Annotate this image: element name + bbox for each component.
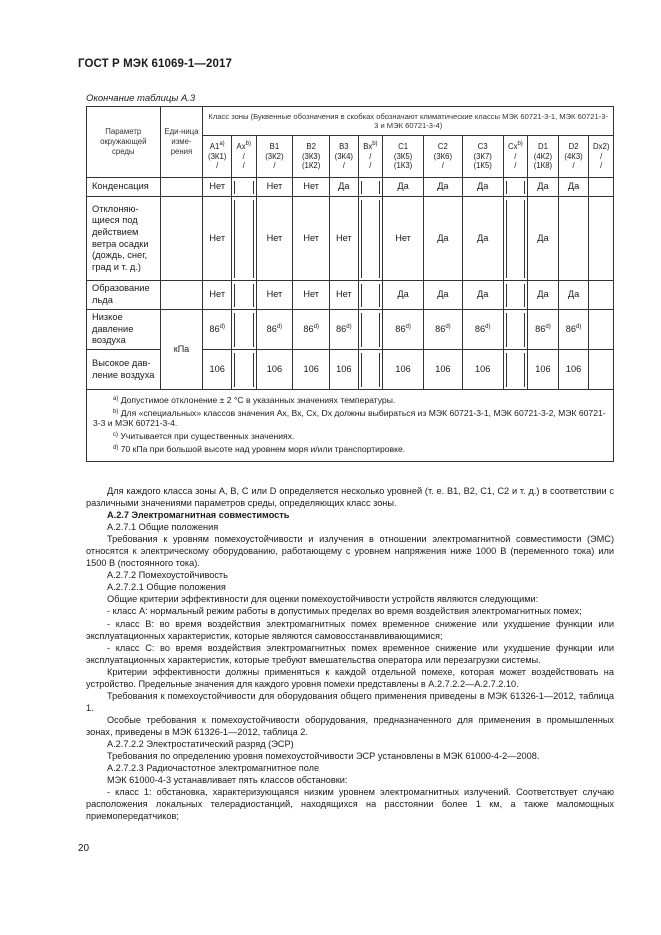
value-cell: [423, 178, 462, 197]
cell-value: Нет: [303, 181, 319, 192]
zone-class-code: Ах: [236, 141, 246, 151]
zone-class-code: С1: [398, 141, 409, 151]
zone-class-header: [383, 136, 424, 178]
cell-value: Да: [397, 181, 409, 192]
unit-header: Еди-ница изме-рения: [160, 107, 203, 178]
unit-cell: [160, 178, 203, 197]
list-item: - класс С: во время воздействия электромагнитных помех временное снижение или ухудшение функции или эксплуатационных характеристик, которые требуют вмешательства оператора или перезагрузки системы.: [86, 642, 614, 665]
zone-climate-class: (3К6): [433, 151, 453, 161]
zone-class-code: А1: [209, 141, 220, 151]
footnote-b: $^{b)}$ Для «специальных» классов значения Ах, Вх, Сх, Dx должны выбираться из МЭК 60721-3-1, МЭК 60721-3-2, МЭК 60721-3-3 и МЭК 60721-3-4.: [93, 407, 606, 429]
cell-value: 106: [336, 363, 352, 374]
paragraph: Требования к помехоустойчивости для оборудования общего применения приведены в МЭК 61326-1—2012, таблица 1.: [86, 690, 614, 713]
value-cell: [462, 197, 503, 281]
cell-footnote-mark: d): [405, 323, 411, 330]
cell-value: Да: [477, 181, 489, 192]
blank-cell-inner: [361, 200, 381, 278]
value-cell: [589, 310, 614, 350]
zone-climate-class: /: [369, 151, 372, 161]
value-cell: [256, 197, 293, 281]
cell-value: Да: [567, 289, 580, 300]
zone-class-code: В2: [306, 141, 316, 151]
zone-climate-class: (3К1): [208, 151, 227, 161]
paragraph: А.2.7.2.1 Общие положения: [107, 582, 226, 593]
value-cell: [423, 197, 462, 281]
value-cell: [558, 178, 589, 197]
cell-value: 86: [336, 323, 347, 334]
paragraph: Общие критерии эффективности для оценки помехоустойчивости устройств являются следующими:: [107, 594, 539, 605]
blank-cell: [503, 310, 528, 350]
zone-climate-class: (3К2): [265, 151, 284, 161]
footnote-d: $^{d)}$ 70 кПа при большой высоте над уровнем моря и/или транспортировке.: [113, 443, 406, 454]
blank-cell-inner: [506, 284, 526, 307]
value-cell: [203, 350, 232, 390]
blank-cell: [232, 281, 257, 310]
blank-cell: [358, 197, 383, 281]
blank-cell: [503, 178, 528, 197]
zone-class-code: Вх: [363, 141, 373, 151]
table-row: [87, 310, 614, 350]
value-cell: [589, 178, 614, 197]
value-cell: [528, 178, 559, 197]
cell-value: 106: [565, 363, 582, 374]
footnotes: [87, 390, 614, 462]
section-heading: А.2.7 Электромагнитная совместимость: [107, 510, 290, 521]
page-number: 20: [78, 843, 90, 854]
blank-cell: [358, 178, 383, 197]
cell-value: 86: [435, 323, 446, 334]
paragraph: Особые требования к помехоустойчивости оборудования, предназначенного для применения в промышленных зонах, приведены в МЭК 61326-1—2012, таблица 2.: [86, 714, 614, 737]
zone-climate-class-2: (1К3): [393, 161, 413, 171]
value-cell: [293, 178, 330, 197]
zone-climate-class: /: [600, 151, 603, 161]
zone-class-header: [528, 136, 559, 178]
cell-value: Нет: [209, 181, 226, 192]
cell-value: Нет: [266, 232, 283, 243]
footnote-c: $^{c)}$ Учитывается при существенных значениях.: [113, 431, 295, 442]
cell-value: Нет: [209, 232, 226, 243]
cell-value: 106: [266, 363, 283, 374]
cell-value: 86: [535, 323, 546, 334]
cell-value: Да: [397, 289, 409, 300]
value-cell: [462, 178, 503, 197]
zone-class-code: С2: [437, 141, 448, 151]
cell-footnote-mark: d): [445, 323, 451, 330]
cell-value: 106: [475, 363, 491, 374]
zone-climate-class: /: [514, 151, 517, 161]
value-cell: [462, 310, 503, 350]
cell-value: Да: [537, 181, 549, 192]
zone-climate-class-2: /: [342, 161, 345, 171]
zone-climate-class-2: /: [600, 161, 603, 171]
cell-value: Нет: [209, 289, 226, 300]
value-cell: [528, 281, 559, 310]
zone-class-code: D2: [568, 141, 579, 151]
row-label: Отклоняю-щиеся под действием ветра осадки (дождь, снег, град и т. д.): [87, 197, 161, 281]
paragraph: А.2.7.2.3 Радиочастотное электромагнитное поле: [107, 763, 320, 774]
value-cell: [383, 178, 424, 197]
row-label: Низкое давление воздуха: [87, 310, 161, 350]
cell-footnote-mark: d): [485, 323, 491, 330]
value-cell: [558, 310, 589, 350]
value-cell: [558, 350, 589, 390]
cell-value: Нет: [303, 232, 319, 243]
cell-value: Нет: [395, 232, 411, 243]
zone-class-header: [203, 136, 232, 178]
zone-climate-class: (3К3): [301, 151, 321, 161]
zone-climate-class: (4К2): [533, 151, 553, 161]
zone-climate-class-2: /: [572, 161, 575, 171]
blank-cell-inner: [361, 353, 381, 387]
unit-cell: [160, 281, 203, 310]
unit-cell: кПа: [160, 310, 203, 390]
cell-value: 86: [266, 323, 277, 334]
zone-class-code: В3: [339, 141, 349, 151]
cell-value: 106: [303, 363, 319, 374]
cell-value: Да: [437, 181, 449, 192]
zone-class-header: [503, 136, 528, 178]
blank-cell: [358, 310, 383, 350]
blank-cell-inner: [361, 284, 381, 307]
value-cell: [462, 281, 503, 310]
value-cell: [423, 310, 462, 350]
zone-class-footnote-mark: a): [219, 140, 225, 147]
value-cell: [330, 197, 359, 281]
document-header: ГОСТ Р МЭК 61069-1—2017: [78, 58, 232, 70]
blank-cell-inner: [361, 181, 381, 194]
blank-cell: [232, 197, 257, 281]
value-cell: [589, 350, 614, 390]
paragraph: Требования по определению уровня помехоустойчивости ЭСР установлены в МЭК 61000-4-2—2008.: [107, 751, 540, 762]
zone-class-code: D1: [537, 141, 548, 151]
zone-class-header: [358, 136, 383, 178]
cell-value: Да: [537, 232, 549, 243]
zone-class-header: [558, 136, 589, 178]
param-header: Параметр окружающей среды: [87, 107, 161, 178]
paragraph: МЭК 61000-4-3 устанавливает пять классов обстановки:: [107, 775, 348, 786]
zone-class-footnote-mark: b): [517, 140, 523, 147]
cell-value: Да: [437, 232, 449, 243]
zone-class-footnote-mark: b): [372, 140, 378, 147]
cell-footnote-mark: d): [276, 323, 283, 330]
zone-climate-class-2: (1К5): [473, 161, 492, 171]
table-row: [87, 178, 614, 197]
blank-cell: [503, 281, 528, 310]
zone-climate-class: /: [242, 151, 245, 161]
blank-cell: [358, 350, 383, 390]
value-cell: [293, 350, 330, 390]
table-row: [87, 197, 614, 281]
cell-value: Нет: [303, 289, 319, 300]
zone-class-code: Сх: [507, 141, 518, 151]
value-cell: [256, 310, 293, 350]
cell-value: Да: [477, 289, 489, 300]
zone-climate-class-2: /: [441, 161, 444, 171]
paragraph: А.2.7.1 Общие положения: [107, 522, 219, 533]
cell-footnote-mark: d): [219, 323, 225, 330]
cell-value: Нет: [266, 181, 283, 192]
table-row: [87, 281, 614, 310]
value-cell: [528, 310, 559, 350]
zone-climate-class-2: (1К8): [533, 161, 553, 171]
zone-class-header: [330, 136, 359, 178]
value-cell: [558, 281, 589, 310]
blank-cell: [503, 350, 528, 390]
blank-cell-inner: [506, 313, 526, 347]
blank-cell: [232, 350, 257, 390]
blank-cell: [358, 281, 383, 310]
value-cell: [383, 197, 424, 281]
value-cell: [203, 310, 232, 350]
blank-cell-inner: [234, 200, 254, 278]
blank-cell-inner: [361, 313, 381, 347]
blank-cell-inner: [506, 200, 526, 278]
zone-climate-class-2: /: [273, 161, 276, 171]
value-cell: [462, 350, 503, 390]
cell-value: 106: [435, 363, 451, 374]
body-text: [86, 485, 614, 822]
blank-cell: [232, 178, 257, 197]
cell-value: Да: [477, 232, 489, 243]
cell-value: Да: [437, 289, 449, 300]
zone-climate-class: (3К7): [473, 151, 492, 161]
cell-value: Нет: [336, 232, 352, 243]
zone-class-header: [423, 136, 462, 178]
value-cell: [256, 178, 293, 197]
value-cell: [330, 310, 359, 350]
climate-table: [86, 106, 614, 462]
value-cell: [423, 350, 462, 390]
cell-value: 86: [565, 323, 576, 334]
value-cell: [589, 197, 614, 281]
value-cell: [383, 281, 424, 310]
value-cell: [383, 310, 424, 350]
blank-cell-inner: [234, 353, 254, 387]
paragraph: А.2.7.2 Помехоустойчивость: [107, 570, 228, 581]
zone-climate-class-2: (1К2): [301, 161, 321, 171]
cell-value: 86: [474, 323, 486, 334]
zone-climate-class-2: /: [216, 161, 219, 171]
cell-value: Да: [537, 289, 549, 300]
value-cell: [423, 281, 462, 310]
paragraph: Критерии эффективности должны применяться к каждой отдельной помехе, которая может воздействовать на устройство. Предельные значения для каждого уровня помехи представлены в А.2.7.2.2—А.2.7.2.10.: [86, 666, 614, 689]
zone-climate-class: (3К5): [393, 151, 413, 161]
value-cell: [330, 350, 359, 390]
cell-value: 86: [303, 323, 314, 334]
blank-cell-inner: [234, 284, 254, 307]
value-cell: [293, 310, 330, 350]
value-cell: [203, 281, 232, 310]
value-cell: [558, 197, 589, 281]
row-label: Конденсация: [87, 178, 161, 197]
blank-cell-inner: [506, 181, 526, 194]
cell-value: Нет: [336, 289, 352, 300]
value-cell: [256, 350, 293, 390]
value-cell: [293, 281, 330, 310]
value-cell: [293, 197, 330, 281]
blank-cell: [232, 310, 257, 350]
table-caption: Окончание таблицы А.3: [86, 93, 196, 104]
zone-climate-class: (3К4): [334, 151, 354, 161]
cell-value: Нет: [266, 289, 283, 300]
value-cell: [589, 281, 614, 310]
zone-climate-class-2: /: [369, 161, 372, 171]
zone-class-header: [256, 136, 293, 178]
list-item: - класс А: нормальный режим работы в допустимых пределах во время воздействия электромагнитных помех;: [107, 606, 582, 617]
zone-class-header: [232, 136, 257, 178]
value-cell: [528, 197, 559, 281]
value-cell: [330, 281, 359, 310]
cell-value: Да: [567, 181, 580, 192]
cell-footnote-mark: d): [576, 323, 582, 330]
blank-cell-inner: [234, 181, 254, 194]
zone-class-header: [293, 136, 330, 178]
zone-climate-class-2: /: [242, 161, 245, 171]
value-cell: [528, 350, 559, 390]
zone-climate-class: (4К3): [564, 151, 583, 161]
cell-footnote-mark: d): [313, 323, 319, 330]
zone-class-code: С3: [477, 141, 488, 151]
zone-header: Класс зоны (Буквенные обозначения в скобках обозначают климатические классы МЭК 60721-3-1, МЭК 60721-3-3 и МЭК 60721-3-4): [203, 107, 614, 136]
zone-class-header: [589, 136, 614, 178]
value-cell: [256, 281, 293, 310]
value-cell: [330, 178, 359, 197]
cell-footnote-mark: d): [346, 323, 352, 330]
value-cell: [203, 197, 232, 281]
paragraph: Требования к уровням помехоустойчивости и излучения в отношении электромагнитной совместимости (ЭМС) относятся к электрическому оборудованию, работающему с уровнем напряжения ниже 1000 В (переменного тока) или 1500 В (постоянного тока).: [86, 534, 614, 569]
value-cell: [383, 350, 424, 390]
blank-cell-inner: [234, 313, 254, 347]
blank-cell-inner: [506, 353, 526, 387]
footnote-a: $^{a)}$ Допустимое отклонение ± 2 °С в указанных значениях температуры.: [113, 395, 396, 405]
row-label: Образование льда: [87, 281, 161, 310]
row-label: Высокое дав-ление воздуха: [87, 350, 161, 390]
paragraph: А.2.7.2.2 Электростатический разряд (ЭСР): [107, 738, 294, 749]
value-cell: [203, 178, 232, 197]
zone-class-footnote-mark: b): [245, 140, 251, 147]
cell-value: Да: [338, 181, 350, 192]
cell-value: 86: [395, 323, 406, 334]
unit-cell: [160, 197, 203, 281]
cell-value: 106: [535, 363, 551, 374]
zone-climate-class-2: /: [514, 161, 517, 171]
cell-value: 106: [395, 363, 411, 374]
zone-class-code: Dx2): [592, 141, 610, 151]
cell-value: 86: [209, 323, 220, 334]
zone-class-code: В1: [269, 141, 280, 151]
list-item: - класс 1: обстановка, характеризующаяся низким уровнем электромагнитных излучений. Соответствует случаю расположения локальных телерадиостанций, находящихся на расстоянии более 1 км, а также маломощных приемопередатчиков;: [86, 787, 614, 822]
cell-footnote-mark: d): [545, 323, 551, 330]
paragraph: Для каждого класса зоны А, В, С или D определяется несколько уровней (т. е. В1, В2, С1, С2 и т. д.) в соответствии с различными значениями параметров среды, определяющих класс зоны.: [86, 486, 614, 509]
zone-class-header: [462, 136, 503, 178]
blank-cell: [503, 197, 528, 281]
cell-value: 106: [209, 363, 225, 374]
list-item: - класс В: во время воздействия электромагнитных помех временное снижение или ухудшение функции или эксплуатационных характеристик, которые являются самовосстанавливающимися;: [86, 618, 614, 641]
